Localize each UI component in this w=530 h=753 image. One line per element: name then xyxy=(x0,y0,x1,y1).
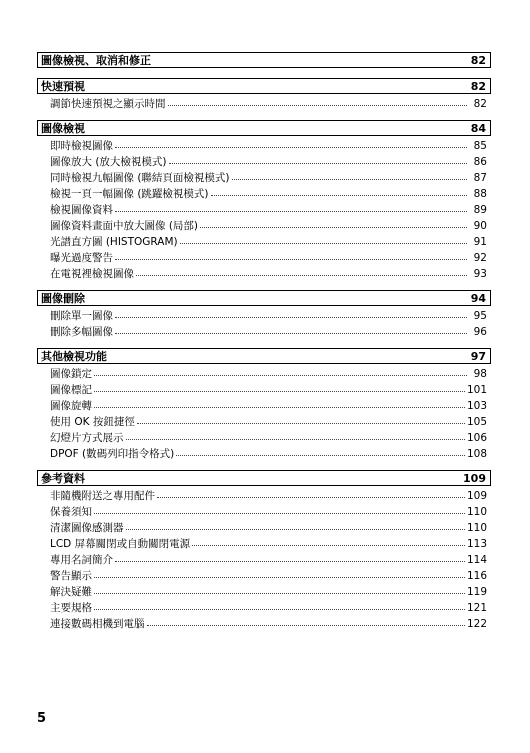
entry-page: 116 xyxy=(466,570,487,582)
section-header[interactable] xyxy=(37,52,491,68)
entry-page: 101 xyxy=(466,384,487,396)
toc-entry[interactable] xyxy=(50,366,487,382)
dot-leader xyxy=(115,323,467,334)
toc-entry[interactable] xyxy=(50,446,487,462)
toc-entry[interactable] xyxy=(50,398,487,414)
entry-page: 103 xyxy=(466,400,487,412)
table-of-contents xyxy=(37,52,491,632)
entry-page: 113 xyxy=(466,538,487,550)
section-title: 圖像檢視 xyxy=(41,122,85,135)
toc-entry[interactable] xyxy=(50,600,487,616)
dot-leader xyxy=(126,519,465,530)
dot-leader xyxy=(137,413,465,424)
toc-entry[interactable] xyxy=(50,414,487,430)
entry-page: 87 xyxy=(473,172,487,184)
entry-page: 95 xyxy=(473,310,487,322)
section-title: 其他檢視功能 xyxy=(41,350,107,363)
dot-leader xyxy=(94,599,465,610)
section-page: 109 xyxy=(463,471,486,485)
entry-title: 圖像資料畫面中放大圖像 (局部) xyxy=(50,220,199,232)
dot-leader xyxy=(94,397,465,408)
section-title: 圖像檢視、取消和修正 xyxy=(41,54,151,67)
dot-leader xyxy=(180,233,467,244)
toc-entry[interactable] xyxy=(50,138,487,154)
entry-title: 曝光過度警告 xyxy=(50,252,113,264)
entry-title: 圖像放大 (放大檢視模式) xyxy=(50,156,167,168)
toc-entry[interactable] xyxy=(50,218,487,234)
dot-leader xyxy=(136,265,467,276)
entry-title: 圖像旋轉 xyxy=(50,400,92,412)
toc-entry[interactable] xyxy=(50,186,487,202)
section-page: 82 xyxy=(470,79,486,93)
dot-leader xyxy=(94,583,465,594)
entry-page: 82 xyxy=(473,98,487,110)
dot-leader xyxy=(115,249,467,260)
section-page: 94 xyxy=(470,291,486,305)
entry-page: 108 xyxy=(466,448,487,460)
entry-page: 92 xyxy=(473,252,487,264)
dot-leader xyxy=(115,201,467,212)
entry-title: 主要規格 xyxy=(50,602,92,614)
entry-title: LCD 屏幕關閉或自動關閉電源 xyxy=(50,538,191,550)
toc-section xyxy=(37,120,491,282)
section-page: 84 xyxy=(470,121,486,135)
dot-leader xyxy=(192,535,465,546)
entry-title: 即時檢視圖像 xyxy=(50,140,113,152)
entry-title: 光譜直方圖 (HISTOGRAM) xyxy=(50,236,178,248)
entry-page: 119 xyxy=(466,586,487,598)
section-header[interactable] xyxy=(37,290,491,306)
dot-leader xyxy=(115,137,467,148)
entry-title: 在電視裡檢視圖像 xyxy=(50,268,134,280)
dot-leader xyxy=(126,429,465,440)
entry-page: 89 xyxy=(473,204,487,216)
entry-title: 解決疑難 xyxy=(50,586,92,598)
toc-entry[interactable] xyxy=(50,584,487,600)
dot-leader xyxy=(200,217,467,228)
dot-leader xyxy=(94,567,465,578)
entry-title: 同時檢視九幅圖像 (聯結頁面檢視模式) xyxy=(50,172,230,184)
entry-title: 連接數碼相機到電腦 xyxy=(50,618,145,630)
entry-page: 106 xyxy=(466,432,487,444)
entry-title: 調節快速預視之顯示時間 xyxy=(50,98,166,110)
entry-page: 85 xyxy=(473,140,487,152)
dot-leader xyxy=(232,169,467,180)
entry-title: 檢視一頁一幅圖像 (跳躍檢視模式) xyxy=(50,188,209,200)
dot-leader xyxy=(94,503,465,514)
entry-page: 90 xyxy=(473,220,487,232)
dot-leader xyxy=(115,307,467,318)
dot-leader xyxy=(147,615,465,626)
section-page: 82 xyxy=(470,53,486,67)
entry-page: 91 xyxy=(473,236,487,248)
entry-page: 86 xyxy=(473,156,487,168)
toc-entry[interactable] xyxy=(50,488,487,504)
section-header[interactable] xyxy=(37,470,491,486)
entry-page: 109 xyxy=(466,490,487,502)
entry-page: 98 xyxy=(473,368,487,380)
entry-page: 105 xyxy=(466,416,487,428)
toc-entry[interactable] xyxy=(50,202,487,218)
toc-entry[interactable] xyxy=(50,536,487,552)
toc-entry[interactable] xyxy=(50,96,487,112)
dot-leader xyxy=(94,365,467,376)
toc-entry[interactable] xyxy=(50,234,487,250)
toc-entry[interactable] xyxy=(50,170,487,186)
section-title: 快速預視 xyxy=(41,80,85,93)
toc-entry[interactable] xyxy=(50,382,487,398)
dot-leader xyxy=(176,445,465,456)
entry-page: 110 xyxy=(466,522,487,534)
toc-section xyxy=(37,348,491,462)
entry-title: 圖像標記 xyxy=(50,384,92,396)
entry-page: 93 xyxy=(473,268,487,280)
entry-title: 非隨機附送之專用配件 xyxy=(50,490,155,502)
toc-section xyxy=(37,290,491,340)
entry-title: 警告顯示 xyxy=(50,570,92,582)
page-number: 5 xyxy=(37,711,47,726)
dot-leader xyxy=(115,551,465,562)
entry-title: 專用名詞簡介 xyxy=(50,554,113,566)
section-title: 參考資料 xyxy=(41,472,85,485)
section-header[interactable] xyxy=(37,348,491,364)
entry-page: 110 xyxy=(466,506,487,518)
toc-section xyxy=(37,470,491,632)
entry-title: 清潔圖像感測器 xyxy=(50,522,124,534)
toc-entry[interactable] xyxy=(50,154,487,170)
toc-section xyxy=(37,78,491,112)
entry-title: 圖像鎖定 xyxy=(50,368,92,380)
dot-leader xyxy=(168,95,468,106)
dot-leader xyxy=(157,487,465,498)
entry-page: 96 xyxy=(473,326,487,338)
entry-title: 檢視圖像資料 xyxy=(50,204,113,216)
toc-entry[interactable] xyxy=(50,308,487,324)
entry-title: DPOF (數碼列印指令格式) xyxy=(50,448,175,460)
toc-entry[interactable] xyxy=(50,520,487,536)
section-header[interactable] xyxy=(37,78,491,94)
toc-entry[interactable] xyxy=(50,430,487,446)
toc-entry[interactable] xyxy=(50,616,487,632)
section-page: 97 xyxy=(470,349,486,363)
entry-title: 刪除多幅圖像 xyxy=(50,326,113,338)
entry-page: 122 xyxy=(466,618,487,630)
section-title: 圖像刪除 xyxy=(41,292,85,305)
entry-page: 114 xyxy=(466,554,487,566)
toc-entry[interactable] xyxy=(50,568,487,584)
toc-entry[interactable] xyxy=(50,504,487,520)
entry-title: 刪除單一圖像 xyxy=(50,310,113,322)
dot-leader xyxy=(94,381,465,392)
toc-entry[interactable] xyxy=(50,324,487,340)
section-header[interactable] xyxy=(37,120,491,136)
dot-leader xyxy=(211,185,467,196)
entry-title: 幻燈片方式展示 xyxy=(50,432,124,444)
toc-entry[interactable] xyxy=(50,250,487,266)
entry-title: 保養須知 xyxy=(50,506,92,518)
entry-page: 88 xyxy=(473,188,487,200)
toc-section xyxy=(37,52,491,68)
entry-title: 使用 OK 按鈕捷徑 xyxy=(50,416,135,428)
entry-page: 121 xyxy=(466,602,487,614)
dot-leader xyxy=(169,153,467,164)
toc-entry[interactable] xyxy=(50,266,487,282)
toc-entry[interactable] xyxy=(50,552,487,568)
